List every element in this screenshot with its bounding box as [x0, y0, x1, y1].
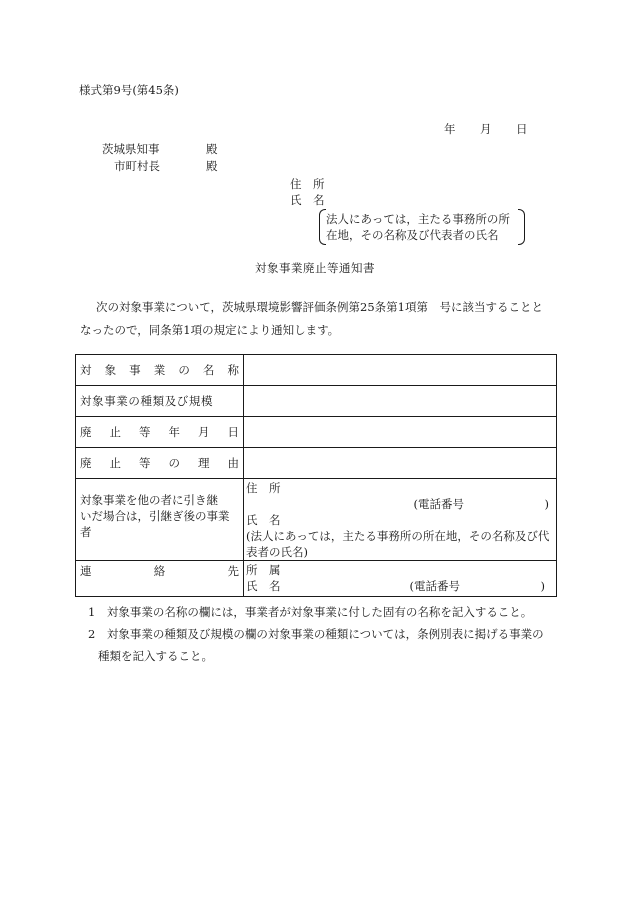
corp-note-line: 在地，その名称及び代表者の氏名: [326, 228, 499, 242]
label-char: 先: [227, 564, 239, 578]
form-number: 様式第9号(第45条): [79, 83, 179, 97]
label-char: 連: [80, 564, 92, 578]
label-char: 等: [139, 425, 151, 439]
label-char: の: [168, 456, 180, 470]
label-char: 絡: [153, 564, 166, 578]
addressee-mayor: [114, 160, 160, 174]
label-text: 対象事業の種類及び規模: [80, 394, 214, 408]
label-char: 象: [104, 363, 117, 377]
contact-affiliation-label: 所 属: [246, 563, 281, 577]
contact-phone-label: (電話番号 ): [409, 579, 545, 593]
row-label-abolition-reason: [76, 448, 244, 479]
table-row: [76, 448, 557, 479]
label-line: 者: [80, 525, 92, 539]
addressee-name: 茨城県知事: [102, 142, 160, 156]
row-label-project-name: [76, 355, 244, 386]
row-label-type-scale: [76, 386, 244, 417]
notes: [80, 601, 570, 667]
notification-table: [75, 354, 557, 597]
successor-name-label: 氏 名: [246, 513, 281, 527]
corp-note-line: 法人にあっては，主たる事務所の所: [326, 212, 510, 226]
note-2-continued: 種類を記入すること。: [98, 649, 213, 663]
date-year: 年: [444, 122, 456, 136]
label-char: 由: [227, 456, 239, 470]
label-char: 業: [153, 363, 166, 377]
body-paragraph: [80, 296, 560, 342]
addressee-honorific: 殿: [206, 142, 218, 156]
table-row: [76, 479, 557, 561]
label-char: 対: [80, 363, 92, 377]
successor-phone-label: (電話番号 ): [413, 497, 549, 511]
table-row: [76, 561, 557, 597]
contact-name-row: [246, 578, 553, 594]
type-scale-field[interactable]: [244, 386, 557, 417]
label-char: 止: [109, 456, 121, 470]
label-char: 年: [168, 425, 180, 439]
label-char: の: [178, 363, 190, 377]
successor-note-line: (法人にあっては，主たる事務所の所在地，その名称及び代: [246, 529, 550, 543]
label-char: 月: [198, 425, 210, 439]
abolition-date-field[interactable]: [244, 417, 557, 448]
left-bracket: [319, 209, 326, 245]
label-char: 止: [109, 425, 121, 439]
table-row: [76, 386, 557, 417]
addressee-name: 市町村長: [114, 159, 160, 173]
sender-name-label: 氏 名: [290, 193, 325, 207]
date-month: 月: [480, 122, 492, 136]
row-label-contact: [76, 561, 244, 597]
label-char: 日: [227, 425, 239, 439]
addressee-honorific: 殿: [206, 159, 218, 173]
abolition-reason-field[interactable]: [244, 448, 557, 479]
note-2: 2 対象事業の種類及び規模の欄の対象事業の種類については，条例別表に掲げる事業の: [88, 627, 544, 641]
contact-name-label: 氏 名: [246, 579, 281, 593]
label-char: 称: [227, 363, 239, 377]
label-char: 廃: [80, 456, 92, 470]
label-char: 事: [129, 363, 141, 377]
label-line: いだ場合は，引継ぎ後の事業: [80, 509, 230, 523]
date-day: 日: [516, 122, 528, 136]
label-char: 廃: [80, 425, 92, 439]
sender-address-label: 住 所: [290, 177, 325, 191]
table-row: [76, 355, 557, 386]
date-line: [444, 123, 528, 137]
label-char: 名: [202, 363, 215, 377]
contact-field[interactable]: [244, 561, 557, 597]
project-name-field[interactable]: [244, 355, 557, 386]
row-label-abolition-date: [76, 417, 244, 448]
successor-note-line: 表者の氏名): [246, 545, 308, 559]
successor-address-label: 住 所: [246, 481, 281, 495]
label-char: 等: [139, 456, 151, 470]
body-line: 次の対象事業について，茨城県環境影響評価条例第25条第1項第 号に該当することと: [96, 300, 543, 314]
body-line: なったので，同条第1項の規定により通知します。: [80, 323, 340, 337]
note-1: 1 対象事業の名称の欄には，事業者が対象事業に付した固有の名称を記入すること。: [88, 605, 533, 619]
right-bracket: [518, 209, 525, 245]
row-label-successor: [76, 479, 244, 561]
corporation-note: [319, 208, 525, 245]
label-line: 対象事業を他の者に引き継: [80, 493, 218, 507]
addressee-governor: [102, 143, 160, 157]
successor-field[interactable]: [244, 479, 557, 561]
document-title: 対象事業廃止等通知書: [255, 261, 375, 275]
label-char: 理: [198, 456, 210, 470]
table-row: [76, 417, 557, 448]
